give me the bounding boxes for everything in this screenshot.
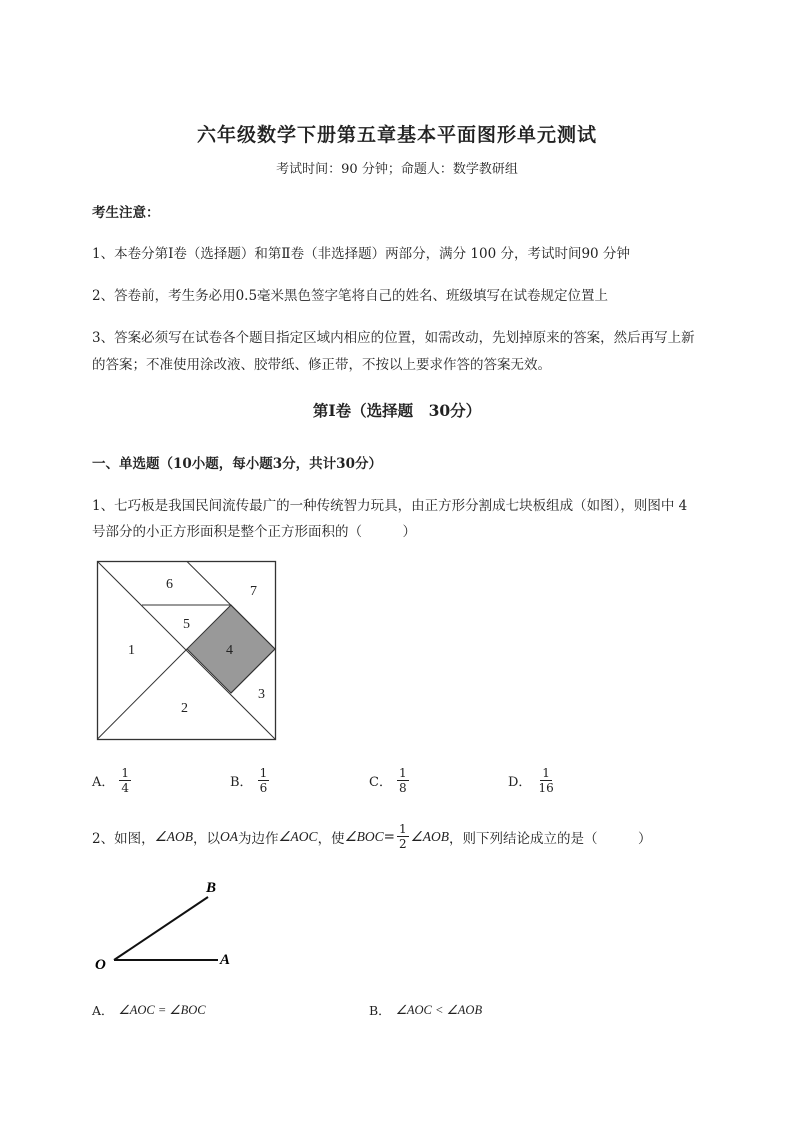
fraction: $\frac{1}{2}$	[398, 822, 407, 851]
section-title: 第Ⅰ卷（选择题 30分）	[312, 401, 482, 420]
piece-label-7: 7	[250, 584, 257, 599]
q1-option-c[interactable]: C． $\frac{1}{8}$	[369, 766, 407, 795]
point-label-o: O	[95, 957, 106, 973]
point-label-b: B	[206, 880, 217, 896]
piece-label-5: 5	[183, 617, 190, 632]
q2-option-a[interactable]: A． ∠AOC = ∠BOC	[92, 1003, 206, 1018]
question-1-line-2: 号部分的小正方形面积是整个正方形面积的（ ）	[92, 524, 416, 540]
q1-option-d[interactable]: D． $\frac{1}{16}$	[508, 766, 554, 795]
notes-heading: 考生注意：	[92, 205, 160, 221]
q1-option-a[interactable]: A． $\frac{1}{4}$	[92, 766, 130, 795]
note-item: 的答案；不准使用涂改液、胶带纸、修正带，不按以上要求作答的答案无效。	[92, 357, 551, 373]
fraction: $\frac{1}{4}$	[121, 766, 130, 795]
fraction: $\frac{1}{6}$	[259, 766, 268, 795]
question-2: 2、如图， ∠AOB ，以 OA 为边作 ∠AOC ，使 ∠BOC = $\frac{1}{2}$ ∠AOB ，则下列结论成立的是（ ）	[92, 822, 652, 851]
exam-info: 考试时间：90 分钟；命题人：数学教研组	[276, 162, 518, 177]
piece-label-2: 2	[181, 701, 188, 716]
question-1-line-1: 1、七巧板是我国民间流传最广的一种传统智力玩具，由正方形分割成七块板组成（如图），则图中 4	[92, 498, 688, 514]
piece-label-1: 1	[128, 643, 135, 658]
q1-option-b[interactable]: B． $\frac{1}{6}$	[230, 766, 268, 795]
angle-figure	[90, 875, 250, 975]
q2-option-b[interactable]: B． ∠AOC < ∠AOB	[369, 1003, 483, 1018]
fraction: $\frac{1}{8}$	[398, 766, 407, 795]
note-item: 2、答卷前，考生务必用0.5毫米黑色签字笔将自己的姓名、班级填写在试卷规定位置上	[92, 288, 609, 304]
tangram-figure	[96, 560, 278, 742]
fraction: $\frac{1}{16}$	[538, 766, 554, 795]
piece-label-4: 4	[226, 643, 233, 658]
ray-ob	[114, 897, 208, 960]
piece-label-3: 3	[258, 687, 265, 702]
point-label-a: A	[220, 952, 231, 968]
note-item: 1、本卷分第Ⅰ卷（选择题）和第Ⅱ卷（非选择题）两部分，满分 100 分，考试时间90 分钟	[92, 246, 630, 262]
piece-label-6: 6	[166, 577, 173, 592]
page-title: 六年级数学下册第五章基本平面图形单元测试	[196, 124, 597, 146]
part-heading: 一、单选题（10小题，每小题3分，共计30分）	[92, 456, 382, 472]
note-item: 3、答案必须写在试卷各个题目指定区域内相应的位置，如需改动，先划掉原来的答案，然后再写上新	[92, 330, 695, 346]
